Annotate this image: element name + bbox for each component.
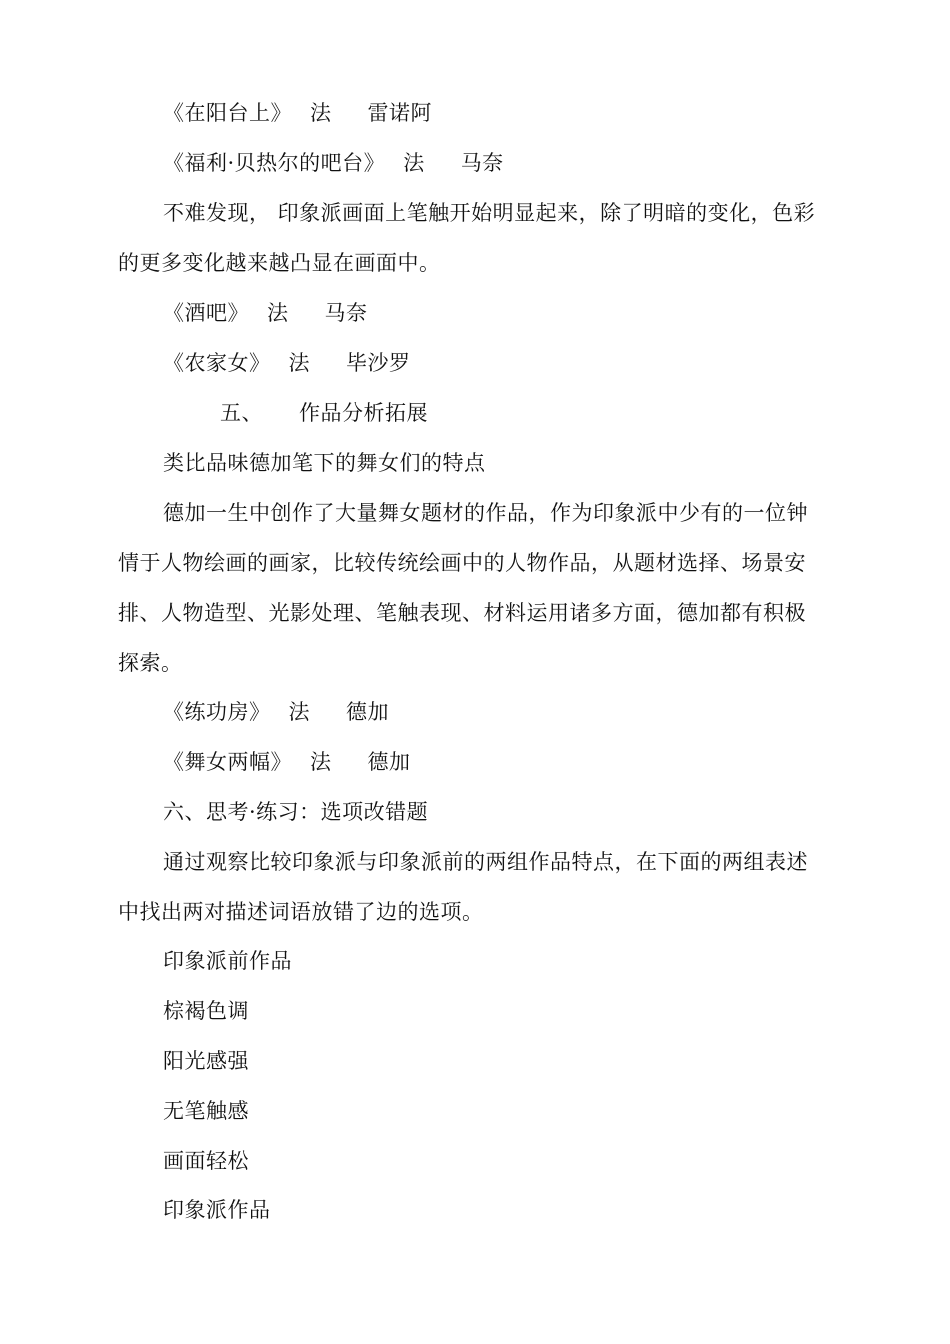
work-country: 法 xyxy=(310,750,332,774)
work-entry xyxy=(163,747,411,777)
work-entry xyxy=(163,98,432,128)
work-title: 《福利·贝热尔的吧台》 xyxy=(163,151,386,175)
work-artist: 马奈 xyxy=(460,151,504,175)
option-item: 无笔触感 xyxy=(163,1099,249,1123)
paragraph-line: 的更多变化越来越凸显在画面中。 xyxy=(118,251,441,275)
paragraph-line: 通过观察比较印象派与印象派前的两组作品特点，在下面的两组表述 xyxy=(163,850,808,874)
paragraph-line: 情于人物绘画的画家，比较传统绘画中的人物作品，从题材选择、场景安 xyxy=(118,551,806,575)
work-country: 法 xyxy=(267,301,289,325)
paragraph-line: 探索。 xyxy=(118,651,183,675)
option-item: 印象派作品 xyxy=(163,1198,271,1222)
option-item: 棕褐色调 xyxy=(163,999,249,1023)
work-artist: 雷诺阿 xyxy=(367,101,432,125)
subtitle: 类比品味德加笔下的舞女们的特点 xyxy=(163,451,486,475)
section-number: 五、 xyxy=(220,401,263,425)
work-country: 法 xyxy=(288,700,310,724)
section-heading: 六、思考·练习：选项改错题 xyxy=(163,800,429,824)
section-title: 作品分析拓展 xyxy=(299,401,428,425)
work-entry xyxy=(163,298,368,328)
work-entry xyxy=(163,697,389,727)
work-title: 《农家女》 xyxy=(163,351,271,375)
paragraph-line: 排、人物造型、光影处理、笔触表现、材料运用诸多方面，德加都有积极 xyxy=(118,601,806,625)
option-item: 画面轻松 xyxy=(163,1149,249,1173)
work-title: 《练功房》 xyxy=(163,700,271,724)
work-artist: 德加 xyxy=(346,700,389,724)
paragraph-line: 中找出两对描述词语放错了边的选项。 xyxy=(118,900,484,924)
work-artist: 德加 xyxy=(367,750,411,774)
work-title: 《酒吧》 xyxy=(163,301,249,325)
work-country: 法 xyxy=(403,151,425,175)
work-artist: 马奈 xyxy=(324,301,368,325)
paragraph-line: 德加一生中创作了大量舞女题材的作品，作为印象派中少有的一位钟 xyxy=(163,501,808,525)
work-country: 法 xyxy=(310,101,332,125)
work-country: 法 xyxy=(288,351,310,375)
option-item: 阳光感强 xyxy=(163,1049,249,1073)
section-heading xyxy=(220,398,428,428)
option-item: 印象派前作品 xyxy=(163,949,292,973)
work-entry xyxy=(163,148,504,178)
work-title: 《舞女两幅》 xyxy=(163,750,292,774)
work-entry xyxy=(163,348,411,378)
paragraph-line: 不难发现， 印象派画面上笔触开始明显起来，除了明暗的变化，色彩 xyxy=(163,201,816,225)
work-title: 《在阳台上》 xyxy=(163,101,292,125)
work-artist: 毕沙罗 xyxy=(346,351,411,375)
